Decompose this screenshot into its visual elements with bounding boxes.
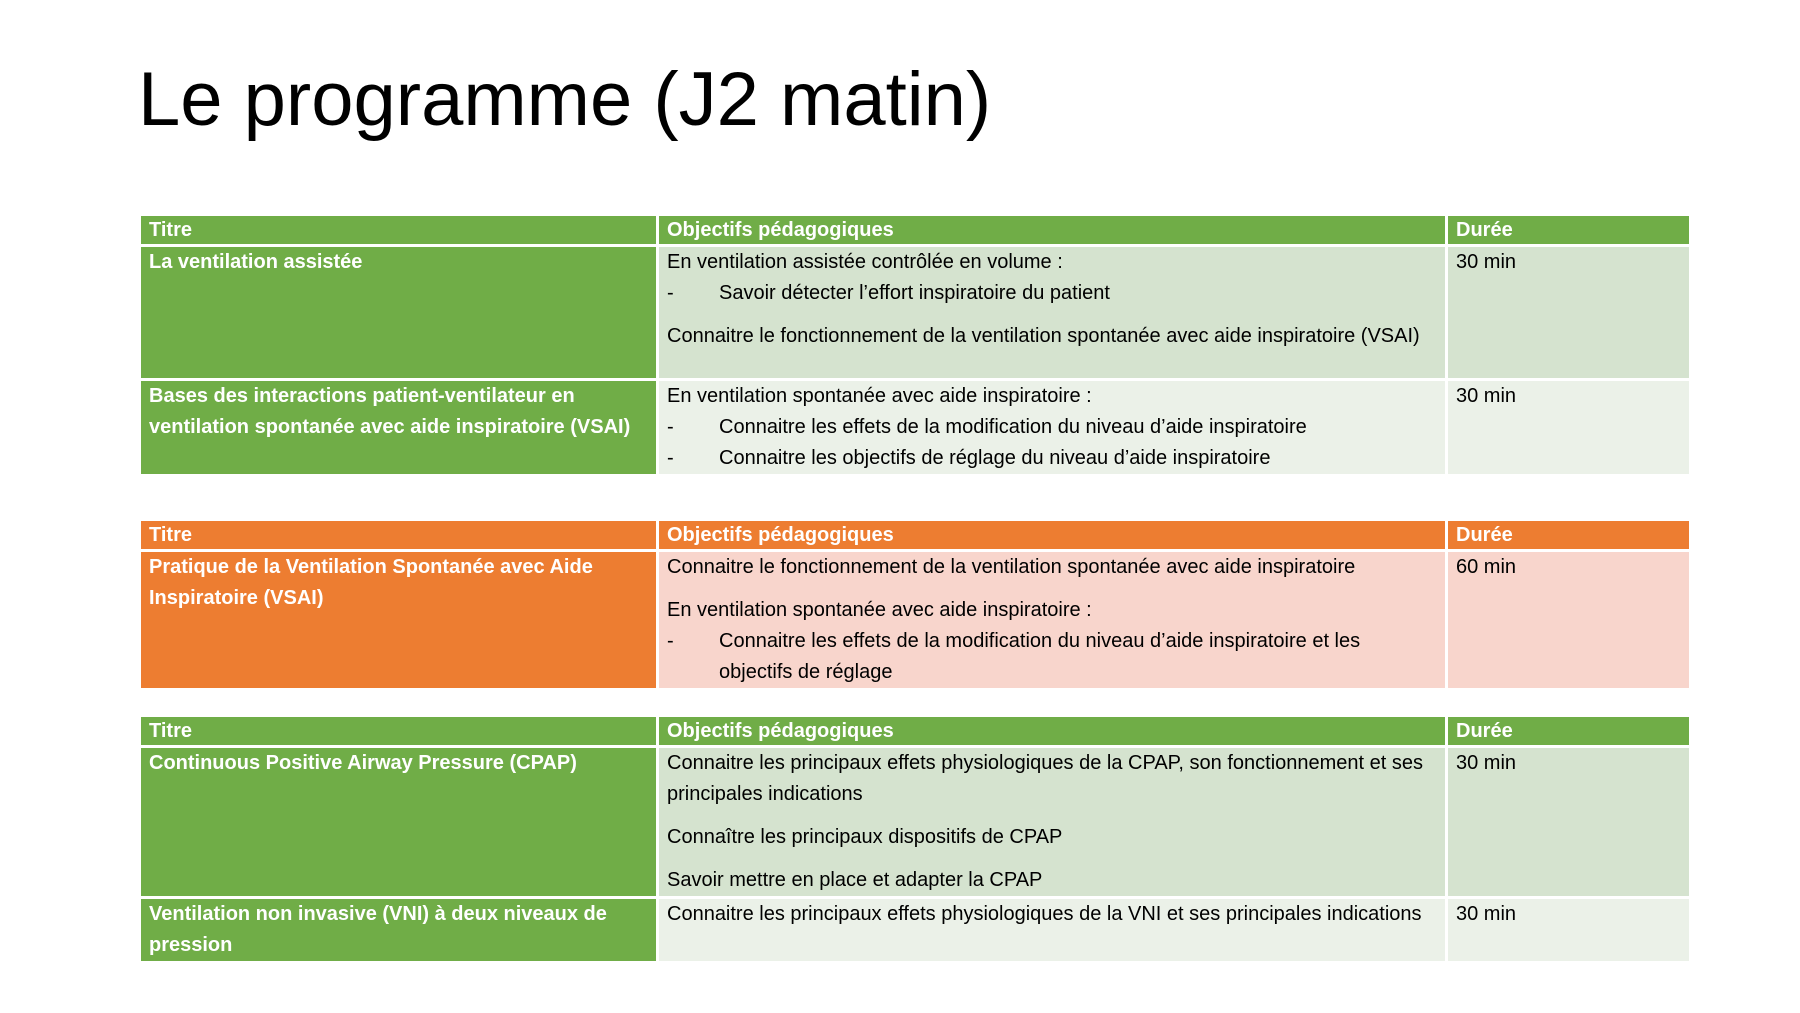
header-duree: Durée <box>1448 521 1689 549</box>
objective-bullet <box>667 626 1437 688</box>
header-objectifs: Objectifs pédagogiques <box>659 521 1445 549</box>
row-objectives <box>659 552 1445 688</box>
row-objectives <box>659 247 1445 378</box>
row-duration: 60 min <box>1448 552 1689 688</box>
row-duration: 30 min <box>1448 381 1689 474</box>
header-objectifs: Objectifs pédagogiques <box>659 216 1445 244</box>
objective-bullet <box>667 412 1437 443</box>
objective-text: En ventilation spontanée avec aide inspiratoire : <box>667 385 1092 407</box>
bullet-dash: - <box>667 630 674 652</box>
objective-text: Savoir mettre en place et adapter la CPAP <box>667 869 1043 891</box>
row-title: Bases des interactions patient-ventilateur en ventilation spontanée avec aide inspiratoire (VSAI) <box>141 381 656 474</box>
row-duration: 30 min <box>1448 748 1689 896</box>
row-title: Pratique de la Ventilation Spontanée avec Aide Inspiratoire (VSAI) <box>141 552 656 688</box>
bullet-dash: - <box>667 416 674 438</box>
program-table-1 <box>138 213 1692 477</box>
objective-text: Connaître les principaux dispositifs de CPAP <box>667 826 1063 848</box>
row-objectives <box>659 899 1445 961</box>
table-row <box>141 381 1689 474</box>
objective-text: Connaitre les principaux effets physiologiques de la CPAP, son fonctionnement et ses principales indications <box>667 752 1424 805</box>
bullet-dash: - <box>667 282 674 304</box>
row-title: Ventilation non invasive (VNI) à deux niveaux de pression <box>141 899 656 961</box>
table-header-row <box>141 216 1689 244</box>
row-duration: 30 min <box>1448 247 1689 378</box>
header-duree: Durée <box>1448 717 1689 745</box>
bullet-dash: - <box>667 447 674 469</box>
bullet-text: Connaitre les effets de la modification du niveau d’aide inspiratoire <box>719 416 1307 438</box>
bullet-text: Connaitre les effets de la modification du niveau d’aide inspiratoire et les objectifs de réglage <box>719 630 1361 683</box>
header-objectifs: Objectifs pédagogiques <box>659 717 1445 745</box>
header-titre: Titre <box>141 216 656 244</box>
objective-bullet <box>667 443 1437 474</box>
row-objectives <box>659 748 1445 896</box>
header-titre: Titre <box>141 521 656 549</box>
bullet-text: Savoir détecter l’effort inspiratoire du patient <box>719 282 1110 304</box>
row-objectives <box>659 381 1445 474</box>
table-row <box>141 552 1689 688</box>
row-title: La ventilation assistée <box>141 247 656 378</box>
objective-bullet <box>667 278 1437 309</box>
row-title: Continuous Positive Airway Pressure (CPAP) <box>141 748 656 896</box>
header-duree: Durée <box>1448 216 1689 244</box>
table-row <box>141 247 1689 378</box>
header-titre: Titre <box>141 717 656 745</box>
objective-text: En ventilation spontanée avec aide inspiratoire : <box>667 599 1092 621</box>
objective-text: En ventilation assistée contrôlée en volume : <box>667 251 1063 273</box>
program-table-3 <box>138 714 1692 964</box>
objective-text: Connaitre le fonctionnement de la ventilation spontanée avec aide inspiratoire <box>667 556 1356 578</box>
objective-text: Connaitre les principaux effets physiologiques de la VNI et ses principales indications <box>667 903 1422 925</box>
bullet-text: Connaitre les objectifs de réglage du niveau d’aide inspiratoire <box>719 447 1271 469</box>
table-header-row <box>141 717 1689 745</box>
slide-title: Le programme (J2 matin) <box>138 57 992 142</box>
table-header-row <box>141 521 1689 549</box>
objective-text: Connaitre le fonctionnement de la ventilation spontanée avec aide inspiratoire (VSAI) <box>667 325 1420 347</box>
row-duration: 30 min <box>1448 899 1689 961</box>
table-row <box>141 748 1689 896</box>
program-table-2 <box>138 518 1692 691</box>
table-row <box>141 899 1689 961</box>
